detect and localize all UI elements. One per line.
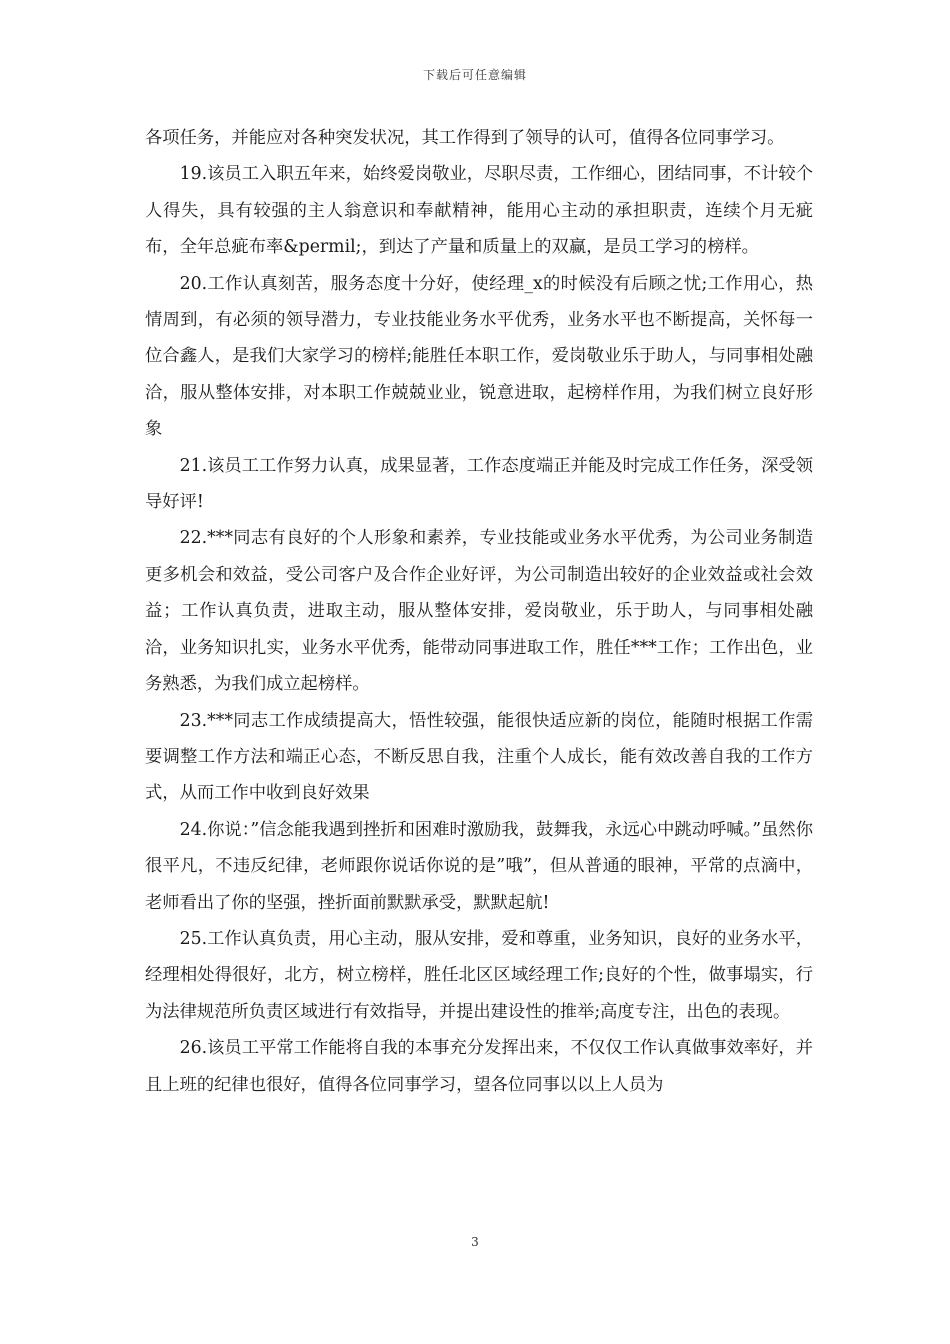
paragraph-continued: 各项任务，并能应对各种突发状况，其工作得到了领导的认可，值得各位同事学习。: [145, 128, 785, 148]
paragraph-21: 21.该员工工作努力认真，成果显著，工作态度端正并能及时完成工作任务，深受领导好评!: [145, 455, 813, 513]
paragraph-25: 25.工作认真负责，用心主动，服从安排，爱和尊重，业务知识，良好的业务水平，经理相处得很好，北方，树立榜样，胜任北区区域经理工作;良好的个性，做事塌实，行为法律规范所负责区域进行有效指导，并提出建设性的推举;高度专注，出色的表现。: [145, 928, 813, 1022]
paragraph-26: 26.该员工平常工作能将自我的本事充分发挥出来，不仅仅工作认真做事效率好，并且上班的纪律也很好，值得各位同事学习，望各位同事以以上人员为: [145, 1038, 813, 1095]
paragraph-22: 22.***同志有良好的个人形象和素养，专业技能或业务水平优秀，为公司业务制造更多机会和效益，受公司客户及合作企业好评，为公司制造出较好的企业效益或社会效益；工作认真负责，进取主动，服从整体安排，爱岗敬业，乐于助人，与同事相处融洽，业务知识扎实，业务水平优秀，能带动同事进取工作，胜任***工作；工作出色，业务熟悉，为我们成立起榜样。: [145, 528, 813, 695]
document-body: [145, 120, 813, 1103]
page-number: 3: [471, 1235, 479, 1249]
paragraph-20: 20.工作认真刻苦，服务态度十分好，使经理_x的时候没有后顾之忧;工作用心，热情周到，有必须的领导潜力，专业技能业务水平优秀，业务水平也不断提高，关怀每一位合鑫人，是我们大家学习的榜样;能胜任本职工作，爱岗敬业乐于助人，与同事相处融洽，服从整体安排，对本职工作兢兢业业，锐意进取，起榜样作用，为我们树立良好形象: [145, 273, 813, 440]
paragraph-24: 24.你说：”信念能我遇到挫折和困难时激励我，鼓舞我，永远心中跳动呼喊。”虽然你很平凡，不违反纪律，老师跟你说话你说的是”哦”，但从普通的眼神，平常的点滴中，老师看出了你的坚强，挫折面前默默承受，默默起航!: [145, 819, 813, 913]
paragraph-23: 23.***同志工作成绩提高大，悟性较强，能很快适应新的岗位，能随时根据工作需要调整工作方法和端正心态，不断反思自我，注重个人成长，能有效改善自我的工作方式，从而工作中收到良好效果: [145, 710, 813, 804]
page-header: 下载后可任意编辑: [422, 68, 527, 82]
paragraph-19: 19.该员工入职五年来，始终爱岗敬业，尽职尽责，工作细心，团结同事，不计较个人得失，具有较强的主人翁意识和奉献精神，能用心主动的承担职责，连续个月无疵布，全年总疵布率&permil;，到达了产量和质量上的双赢，是员工学习的榜样。: [145, 164, 813, 258]
